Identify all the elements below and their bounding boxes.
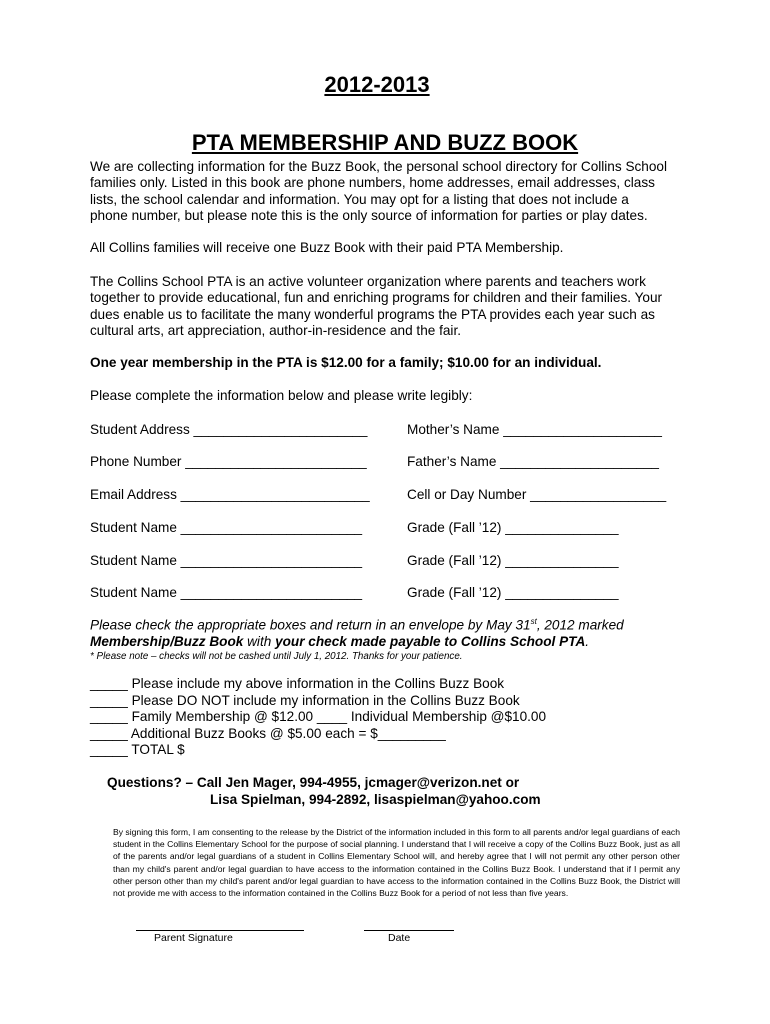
date-line[interactable] xyxy=(364,930,454,931)
grade-field-2[interactable]: Grade (Fall ’12) _______________ xyxy=(407,553,619,568)
parent-signature-line[interactable] xyxy=(136,930,304,931)
cell-day-number-field[interactable]: Cell or Day Number __________________ xyxy=(407,487,667,502)
check-cashing-note: * Please note – checks will not be cashed until July 1, 2012. Thanks for your patience. xyxy=(90,651,463,662)
envelope-label: Membership/Buzz Book xyxy=(90,634,244,649)
form-instructions: Please complete the information below and please write legibly: xyxy=(90,388,473,403)
phone-number-field[interactable]: Phone Number ________________________ xyxy=(90,454,367,469)
student-name-field-1[interactable]: Student Name ________________________ xyxy=(90,520,363,535)
intro-paragraph xyxy=(90,159,692,225)
pta-description xyxy=(90,274,692,340)
student-address-field[interactable]: Student Address _______________________ xyxy=(90,422,368,437)
date-label: Date xyxy=(388,932,411,944)
include-info-checkbox[interactable]: _____ Please include my above information in the Collins Buzz Book xyxy=(90,676,505,691)
payable-to: your check made payable to Collins School PTA xyxy=(275,634,586,649)
intro-line: We are collecting information for the Buzz Book, the personal school directory for Collins School xyxy=(90,159,668,174)
membership-fee: One year membership in the PTA is $12.00 for a family; $10.00 for an individual. xyxy=(90,355,602,370)
student-name-field-2[interactable]: Student Name ________________________ xyxy=(90,553,363,568)
intro-line: lists, the school calendar and information. You may opt for a listing that does not include a xyxy=(90,191,629,207)
description-line: The Collins School PTA is an active volunteer organization where parents and teachers work xyxy=(90,274,646,289)
date-suffix: st xyxy=(530,617,537,626)
student-name-field-3[interactable]: Student Name ________________________ xyxy=(90,585,363,600)
document-title: PTA MEMBERSHIP AND BUZZ BOOK xyxy=(191,130,579,155)
email-address-field[interactable]: Email Address _________________________ xyxy=(90,487,370,502)
description-line: dues enable us to facilitate the many wonderful programs the PTA provides each year such as xyxy=(90,306,655,322)
additional-books-field[interactable]: _____ Additional Buzz Books @ $5.00 each = $_________ xyxy=(90,726,446,741)
payment-connector: with xyxy=(243,634,276,649)
mothers-name-field[interactable]: Mother’s Name _____________________ xyxy=(407,422,662,437)
buzz-book-note: All Collins families will receive one Buzz Book with their paid PTA Membership. xyxy=(90,240,564,255)
intro-line: families only. Listed in this book are phone numbers, home addresses, email addresses, class xyxy=(90,175,655,191)
parent-signature-label: Parent Signature xyxy=(154,932,233,944)
document-year: 2012-2013 xyxy=(324,72,430,97)
return-instructions xyxy=(90,617,624,633)
exclude-info-checkbox[interactable]: _____ Please DO NOT include my information in the Collins Buzz Book xyxy=(90,693,520,708)
return-text: Please check the appropriate boxes and return in an envelope by May 31 xyxy=(90,617,531,633)
grade-field-3[interactable]: Grade (Fall ’12) _______________ xyxy=(407,585,619,600)
payment-period: . xyxy=(585,634,590,649)
intro-line: phone number, but please note this is the only source of information for parties or play dates. xyxy=(90,208,648,224)
questions-contact-2: Lisa Spielman, 994-2892, lisaspielman@yahoo.com xyxy=(210,792,541,807)
description-line: cultural arts, art appreciation, author-in-residence and the fair. xyxy=(90,323,462,339)
questions-contact-1: Questions? – Call Jen Mager, 994-4955, jcmager@verizon.net or xyxy=(107,775,520,790)
description-line: together to provide educational, fun and enriching programs for children and their families. Your xyxy=(90,290,663,306)
return-text-end: , 2012 marked xyxy=(536,617,624,633)
membership-type-checkbox[interactable]: _____ Family Membership @ $12.00 ____ Individual Membership @$10.00 xyxy=(90,709,547,724)
grade-field-1[interactable]: Grade (Fall ’12) _______________ xyxy=(407,520,619,535)
payment-instructions xyxy=(90,634,589,649)
fathers-name-field[interactable]: Father’s Name _____________________ xyxy=(407,454,659,469)
consent-statement: By signing this form, I am consenting to the release by the District of the information included in this form to all parents and/or legal guardians of each student in the Collins Elementary School for the purpose of social planning. I understand that I will receive a copy of the Collins Buzz Book, just as all of the parents and/or legal guardians of a student in Collins Elementary School will, and hereby agree that I will not permit any other person other than my child's parent and/or legal guardian to have access to the information contained in the Collins Buzz Book. I understand that if I permit any other person other than my child's parent and/or legal guardian to have access to the information contained in the Collins Buzz Book, the District will not provide me with access to the information contained in the Collins Buzz Book for a period of not less than five years. xyxy=(113,827,680,899)
total-field[interactable]: _____ TOTAL $ xyxy=(90,742,185,757)
